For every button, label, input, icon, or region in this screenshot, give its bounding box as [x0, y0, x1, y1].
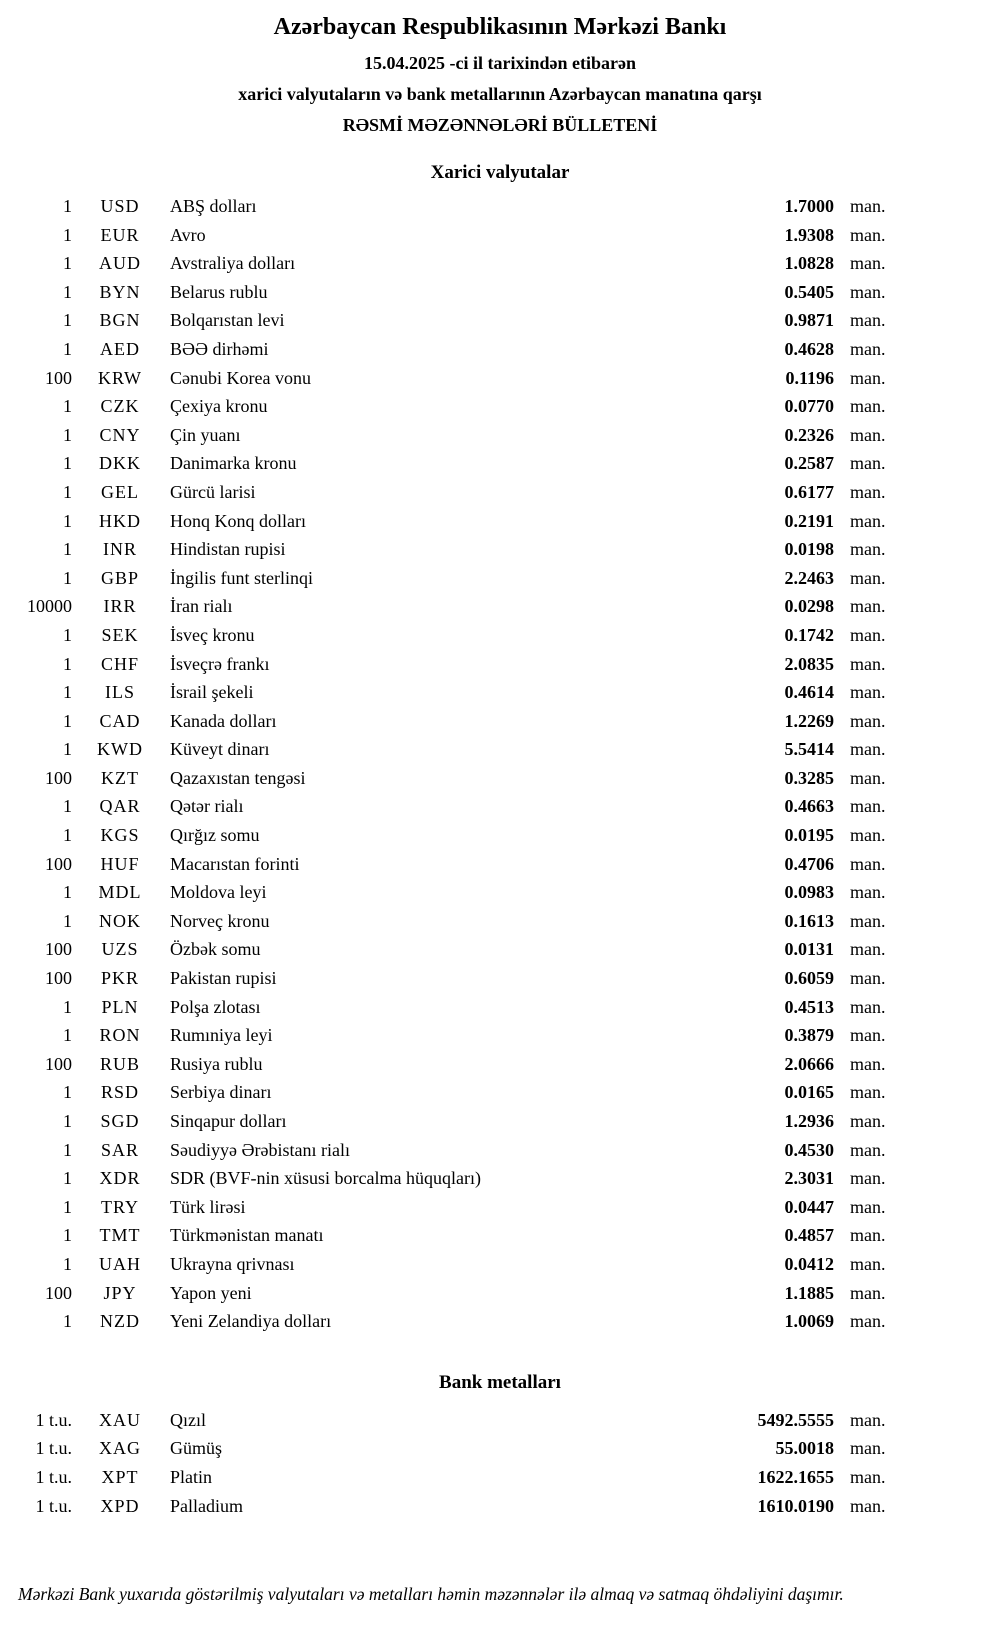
- rate-cell: 1610.0190: [757, 1495, 834, 1516]
- currency-name-cell: Rumıniya leyi: [170, 1025, 273, 1046]
- table-row: [0, 507, 1000, 536]
- currency-name-cell: Qırğız somu: [170, 825, 260, 846]
- quantity-cell: 1: [63, 310, 72, 331]
- currency-code-cell: SGD: [100, 1111, 140, 1131]
- rate-cell: 2.0666: [784, 1053, 834, 1074]
- currency-name-cell: Avro: [170, 224, 206, 245]
- table-row: [0, 278, 1000, 307]
- unit-cell: man.: [850, 253, 886, 274]
- rate-cell: 0.6059: [784, 968, 834, 989]
- quantity-cell: 1: [63, 281, 72, 302]
- currency-name-cell: Hindistan rupisi: [170, 539, 286, 560]
- currency-code-cell: KRW: [97, 367, 142, 388]
- rate-cell: 2.2463: [784, 567, 834, 588]
- unit-cell: man.: [850, 224, 886, 245]
- table-row: [0, 1078, 1000, 1107]
- currency-name-cell: İran rialı: [170, 596, 233, 617]
- rate-cell: 55.0018: [775, 1438, 834, 1459]
- table-row: [0, 335, 1000, 364]
- currency-code-cell: NZD: [100, 1311, 140, 1332]
- unit-cell: man.: [850, 1196, 886, 1217]
- currency-name-cell: İsveçrə frankı: [170, 653, 270, 674]
- rate-cell: 0.3879: [784, 1025, 834, 1046]
- quantity-cell: 1: [63, 624, 72, 645]
- table-row: [0, 449, 1000, 478]
- currency-code-cell: RUB: [99, 1053, 140, 1074]
- table-row: [0, 764, 1000, 793]
- currency-code-cell: CNY: [99, 424, 141, 445]
- unit-cell: man.: [850, 1139, 886, 1160]
- quantity-cell: 1: [63, 510, 72, 531]
- rate-cell: 0.1742: [784, 624, 834, 645]
- rate-cell: 0.0165: [784, 1082, 834, 1103]
- currency-code-cell: HUF: [100, 853, 140, 874]
- rate-cell: 0.4614: [784, 682, 834, 703]
- table-row: [0, 735, 1000, 764]
- currency-name-cell: İngilis funt sterlinqi: [170, 567, 313, 588]
- table-row: [0, 1492, 1000, 1521]
- currency-code-cell: UZS: [101, 939, 139, 960]
- currency-name-cell: Cənubi Korea vonu: [170, 367, 311, 388]
- table-row: [0, 1021, 1000, 1050]
- currency-name-cell: Serbiya dinarı: [170, 1082, 272, 1103]
- quantity-cell: 1: [63, 653, 72, 674]
- section-foreign-currencies: [0, 162, 1000, 1336]
- quantity-cell: 1 t.u.: [35, 1495, 72, 1516]
- quantity-cell: 1: [63, 882, 72, 903]
- unit-cell: man.: [850, 1466, 886, 1487]
- unit-cell: man.: [850, 996, 886, 1017]
- table-row: [0, 1164, 1000, 1193]
- currency-name-cell: Belarus rublu: [170, 281, 268, 302]
- quantity-cell: 100: [45, 1053, 72, 1074]
- currency-code-cell: XDR: [99, 1168, 141, 1189]
- table-row: [0, 306, 1000, 335]
- rate-cell: 1.0069: [784, 1311, 834, 1332]
- unit-cell: man.: [850, 1053, 886, 1074]
- table-row: [0, 792, 1000, 821]
- rate-cell: 0.0412: [784, 1253, 834, 1274]
- quantity-cell: 1: [63, 453, 72, 474]
- currency-name-cell: Honq Konq dolları: [170, 510, 306, 531]
- quantity-cell: 1 t.u.: [35, 1466, 72, 1487]
- rate-cell: 0.0298: [784, 596, 834, 617]
- currency-code-cell: KZT: [101, 767, 139, 788]
- quantity-cell: 1: [63, 825, 72, 846]
- currency-code-cell: HKD: [99, 510, 141, 531]
- quantity-cell: 1: [63, 796, 72, 817]
- unit-cell: man.: [850, 710, 886, 731]
- section-heading-bank-metals: Bank metalları: [439, 1371, 561, 1393]
- quantity-cell: 100: [45, 968, 72, 989]
- currency-name-cell: Qızıl: [170, 1409, 206, 1430]
- currency-name-cell: Türkmənistan manatı: [170, 1225, 324, 1246]
- currency-code-cell: UAH: [99, 1253, 141, 1274]
- table-row: [0, 1434, 1000, 1463]
- quantity-cell: 1 t.u.: [35, 1409, 72, 1430]
- unit-cell: man.: [850, 939, 886, 960]
- currency-code-cell: JPY: [103, 1282, 137, 1303]
- currency-name-cell: Qətər rialı: [170, 796, 244, 817]
- quantity-cell: 1: [63, 1111, 72, 1131]
- table-row: [0, 993, 1000, 1022]
- quantity-cell: 1: [63, 1225, 72, 1246]
- currency-name-cell: Türk lirəsi: [170, 1196, 246, 1217]
- currency-code-cell: SAR: [100, 1139, 139, 1160]
- currency-code-cell: CZK: [100, 396, 140, 417]
- table-row: [0, 1307, 1000, 1336]
- rate-cell: 0.2587: [784, 453, 834, 474]
- table-row: [0, 392, 1000, 421]
- currency-code-cell: XPT: [101, 1466, 139, 1487]
- quantity-cell: 1: [63, 567, 72, 588]
- currency-code-cell: USD: [100, 196, 140, 216]
- table-row: [0, 221, 1000, 250]
- unit-cell: man.: [850, 1438, 886, 1459]
- table-row: [0, 535, 1000, 564]
- table-row: [0, 364, 1000, 393]
- quantity-cell: 100: [45, 367, 72, 388]
- rate-cell: 1.7000: [784, 196, 834, 216]
- quantity-cell: 1: [63, 196, 72, 216]
- quantity-cell: 1: [63, 1253, 72, 1274]
- currency-code-cell: AED: [100, 338, 140, 359]
- unit-cell: man.: [850, 367, 886, 388]
- rate-cell: 2.3031: [784, 1168, 834, 1189]
- quantity-cell: 1: [63, 1196, 72, 1217]
- rate-cell: 2.0835: [784, 653, 834, 674]
- rate-cell: 1622.1655: [757, 1466, 834, 1487]
- rate-cell: 0.5405: [784, 281, 834, 302]
- currency-name-cell: Küveyt dinarı: [170, 739, 270, 760]
- footer-disclaimer: Mərkəzi Bank yuxarıda göstərilmiş valyutaları və metalları həmin məzənnələr ilə almaq və satmaq öhdəliyini daşımır.: [18, 1584, 844, 1605]
- section-heading-foreign-currencies: Xarici valyutalar: [430, 162, 570, 183]
- quantity-cell: 1: [63, 682, 72, 703]
- unit-cell: man.: [850, 510, 886, 531]
- rate-cell: 0.4628: [784, 338, 834, 359]
- unit-cell: man.: [850, 796, 886, 817]
- quantity-cell: 1: [63, 710, 72, 731]
- currency-name-cell: Moldova leyi: [170, 882, 267, 903]
- unit-cell: man.: [850, 1111, 886, 1131]
- quantity-cell: 1: [63, 424, 72, 445]
- unit-cell: man.: [850, 968, 886, 989]
- currency-name-cell: Macarıstan forinti: [170, 853, 300, 874]
- quantity-cell: 1: [63, 1168, 72, 1189]
- unit-cell: man.: [850, 1311, 886, 1332]
- unit-cell: man.: [850, 882, 886, 903]
- quantity-cell: 1: [63, 996, 72, 1017]
- currency-code-cell: DKK: [99, 453, 141, 474]
- unit-cell: man.: [850, 196, 886, 216]
- currency-code-cell: PKR: [100, 968, 139, 989]
- quantity-cell: 1 t.u.: [35, 1438, 72, 1459]
- table-row: [0, 478, 1000, 507]
- rate-cell: 1.9308: [784, 224, 834, 245]
- unit-cell: man.: [850, 1282, 886, 1303]
- quantity-cell: 1: [63, 481, 72, 502]
- currency-name-cell: SDR (BVF-nin xüsusi borcalma hüquqları): [170, 1168, 481, 1189]
- unit-cell: man.: [850, 1025, 886, 1046]
- rate-cell: 0.6177: [784, 481, 834, 502]
- table-row: [0, 907, 1000, 936]
- currency-code-cell: XAG: [99, 1438, 141, 1459]
- section-bank-metals: [0, 1372, 1000, 1520]
- table-row: [0, 1463, 1000, 1492]
- unit-cell: man.: [850, 624, 886, 645]
- currency-name-cell: Çexiya kronu: [170, 396, 268, 417]
- currency-name-cell: Qazaxıstan tengəsi: [170, 767, 306, 788]
- unit-cell: man.: [850, 825, 886, 846]
- table-row: [0, 650, 1000, 679]
- currency-code-cell: BYN: [99, 281, 141, 302]
- rate-cell: 0.4663: [784, 796, 834, 817]
- rate-cell: 5.5414: [784, 739, 834, 760]
- rate-cell: 1.1885: [784, 1282, 834, 1303]
- table-row: [0, 564, 1000, 593]
- quantity-cell: 100: [45, 939, 72, 960]
- quantity-cell: 1: [63, 253, 72, 274]
- quantity-cell: 1: [63, 1311, 72, 1332]
- rate-cell: 0.0198: [784, 539, 834, 560]
- currency-name-cell: ABŞ dolları: [170, 196, 257, 216]
- date-line: 15.04.2025 -ci il tarixindən etibarən: [364, 53, 636, 73]
- currency-code-cell: MDL: [98, 882, 142, 903]
- page-title: Azərbaycan Respublikasının Mərkəzi Bankı: [273, 14, 727, 40]
- currency-code-cell: RON: [99, 1025, 141, 1046]
- currency-name-cell: Gümüş: [170, 1438, 223, 1459]
- currency-code-cell: CAD: [99, 710, 141, 731]
- quantity-cell: 100: [45, 1282, 72, 1303]
- table-row: [0, 678, 1000, 707]
- unit-cell: man.: [850, 281, 886, 302]
- rate-cell: 0.4706: [784, 853, 834, 874]
- table-row: [0, 421, 1000, 450]
- currency-code-cell: TMT: [99, 1225, 141, 1246]
- currency-name-cell: Platin: [170, 1466, 213, 1487]
- unit-cell: man.: [850, 739, 886, 760]
- unit-cell: man.: [850, 1253, 886, 1274]
- table-row: [0, 621, 1000, 650]
- currency-code-cell: NOK: [99, 910, 141, 931]
- rate-cell: 1.2936: [784, 1111, 834, 1131]
- currency-code-cell: XPD: [100, 1495, 140, 1516]
- quantity-cell: 1: [63, 224, 72, 245]
- table-row: [0, 1193, 1000, 1222]
- currency-name-cell: İsveç kronu: [170, 624, 255, 645]
- rate-cell: 0.4513: [784, 996, 834, 1017]
- currency-code-cell: XAU: [99, 1409, 141, 1430]
- rate-cell: 0.9871: [784, 310, 834, 331]
- currency-code-cell: SEK: [101, 624, 139, 645]
- currency-code-cell: QAR: [99, 796, 141, 817]
- currency-code-cell: AUD: [99, 253, 141, 274]
- rate-cell: 0.0983: [784, 882, 834, 903]
- unit-cell: man.: [850, 910, 886, 931]
- unit-cell: man.: [850, 1409, 886, 1430]
- unit-cell: man.: [850, 1082, 886, 1103]
- unit-cell: man.: [850, 310, 886, 331]
- quantity-cell: 100: [45, 853, 72, 874]
- currency-name-cell: Sinqapur dolları: [170, 1111, 287, 1131]
- currency-code-cell: CHF: [100, 653, 139, 674]
- unit-cell: man.: [850, 1495, 886, 1516]
- table-row: [0, 249, 1000, 278]
- currency-code-cell: GEL: [101, 481, 139, 502]
- rate-cell: 0.4530: [784, 1139, 834, 1160]
- quantity-cell: 1: [63, 396, 72, 417]
- rate-cell: 0.1613: [784, 910, 834, 931]
- table-row: [0, 821, 1000, 850]
- rate-cell: 0.0447: [784, 1196, 834, 1217]
- unit-cell: man.: [850, 539, 886, 560]
- header: [0, 14, 1000, 136]
- currency-name-cell: Rusiya rublu: [170, 1053, 263, 1074]
- unit-cell: man.: [850, 767, 886, 788]
- table-row: [0, 878, 1000, 907]
- rate-cell: 0.0131: [784, 939, 834, 960]
- currency-code-cell: BGN: [99, 310, 141, 331]
- foreign-currencies-table: [0, 192, 1000, 1336]
- currency-code-cell: INR: [103, 539, 137, 560]
- unit-cell: man.: [850, 567, 886, 588]
- table-row: [0, 850, 1000, 879]
- currency-code-cell: PLN: [101, 996, 139, 1017]
- bank-metals-table: [0, 1406, 1000, 1520]
- currency-code-cell: EUR: [100, 224, 140, 245]
- table-row: [0, 1221, 1000, 1250]
- quantity-cell: 100: [45, 767, 72, 788]
- currency-name-cell: Pakistan rupisi: [170, 968, 277, 989]
- quantity-cell: 1: [63, 338, 72, 359]
- rate-cell: 0.2326: [784, 424, 834, 445]
- unit-cell: man.: [850, 653, 886, 674]
- quantity-cell: 1: [63, 1139, 72, 1160]
- table-row: [0, 964, 1000, 993]
- table-row: [0, 935, 1000, 964]
- currency-name-cell: Ukrayna qrivnası: [170, 1253, 295, 1274]
- unit-cell: man.: [850, 424, 886, 445]
- rate-cell: 5492.5555: [757, 1409, 834, 1430]
- table-row: [0, 192, 1000, 221]
- rate-cell: 0.4857: [784, 1225, 834, 1246]
- quantity-cell: 1: [63, 1082, 72, 1103]
- unit-cell: man.: [850, 1168, 886, 1189]
- unit-cell: man.: [850, 396, 886, 417]
- currency-name-cell: Kanada dolları: [170, 710, 277, 731]
- rate-cell: 0.0770: [784, 396, 834, 417]
- table-row: [0, 1136, 1000, 1165]
- table-row: [0, 1406, 1000, 1435]
- currency-code-cell: IRR: [103, 596, 137, 617]
- unit-cell: man.: [850, 596, 886, 617]
- unit-cell: man.: [850, 853, 886, 874]
- currency-code-cell: KGS: [100, 825, 140, 846]
- currency-name-cell: Yeni Zelandiya dolları: [170, 1311, 332, 1332]
- currency-code-cell: KWD: [97, 739, 143, 760]
- currency-name-cell: Səudiyyə Ərəbistanı rialı: [170, 1139, 350, 1160]
- quantity-cell: 1: [63, 739, 72, 760]
- currency-code-cell: ILS: [105, 682, 135, 703]
- rate-cell: 0.2191: [784, 510, 834, 531]
- unit-cell: man.: [850, 338, 886, 359]
- table-row: [0, 592, 1000, 621]
- rate-cell: 0.0195: [784, 825, 834, 846]
- unit-cell: man.: [850, 682, 886, 703]
- currency-name-cell: Avstraliya dolları: [170, 253, 296, 274]
- bulletin-title: RƏSMİ MƏZƏNNƏLƏRİ BÜLLETENİ: [342, 115, 658, 135]
- currency-name-cell: BƏƏ dirhəmi: [170, 338, 269, 359]
- rate-cell: 1.0828: [784, 253, 834, 274]
- quantity-cell: 1: [63, 539, 72, 560]
- currency-name-cell: Bolqarıstan levi: [170, 310, 285, 331]
- subtitle-line: xarici valyutaların və bank metallarının Azərbaycan manatına qarşı: [238, 84, 762, 104]
- rate-cell: 1.2269: [784, 710, 834, 731]
- currency-name-cell: İsrail şekeli: [170, 682, 254, 703]
- currency-code-cell: GBP: [100, 567, 139, 588]
- unit-cell: man.: [850, 481, 886, 502]
- table-row: [0, 1279, 1000, 1308]
- quantity-cell: 10000: [27, 596, 72, 617]
- unit-cell: man.: [850, 1225, 886, 1246]
- table-row: [0, 1107, 1000, 1136]
- currency-name-cell: Polşa zlotası: [170, 996, 261, 1017]
- table-row: [0, 707, 1000, 736]
- currency-name-cell: Gürcü larisi: [170, 481, 256, 502]
- currency-name-cell: Palladium: [170, 1495, 243, 1516]
- currency-name-cell: Danimarka kronu: [170, 453, 297, 474]
- currency-code-cell: RSD: [100, 1082, 139, 1103]
- quantity-cell: 1: [63, 910, 72, 931]
- currency-name-cell: Yapon yeni: [170, 1282, 252, 1303]
- rate-cell: 0.1196: [785, 367, 834, 388]
- unit-cell: man.: [850, 453, 886, 474]
- currency-name-cell: Özbək somu: [170, 939, 261, 960]
- currency-name-cell: Çin yuanı: [170, 424, 241, 445]
- currency-name-cell: Norveç kronu: [170, 910, 270, 931]
- table-row: [0, 1050, 1000, 1079]
- quantity-cell: 1: [63, 1025, 72, 1046]
- currency-code-cell: TRY: [100, 1196, 139, 1217]
- table-row: [0, 1250, 1000, 1279]
- rate-cell: 0.3285: [784, 767, 834, 788]
